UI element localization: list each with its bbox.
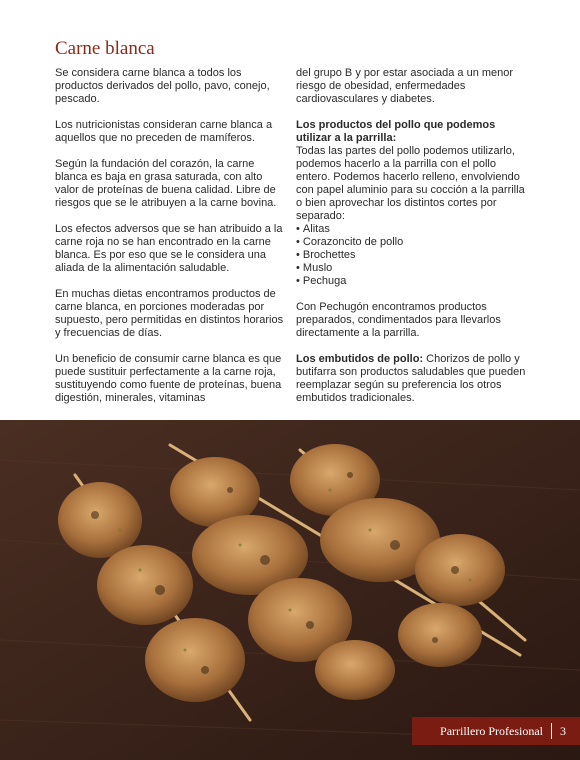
page-number: 3 bbox=[560, 723, 566, 738]
section-heading bbox=[296, 119, 528, 145]
cuts-list bbox=[296, 223, 528, 288]
paragraph: Todas las partes del pollo podemos utilizarlo, podemos hacerlo a la parrilla con el pollo entero. Podemos hacerlo relleno, envolviendo con papel aluminio para su cocción a la parrilla o bien aprovechar los distintos cortes por separado: bbox=[296, 145, 525, 222]
paragraph: Con Pechugón encontramos productos preparados, condimentados para llevarlos directamente a la parrilla. bbox=[296, 301, 501, 339]
heading-inline: Los embutidos de pollo: bbox=[296, 353, 424, 365]
left-column bbox=[55, 67, 287, 418]
paragraph-text: Chorizos de pollo y butifarra son productos saludables que pueden reemplazar según su preferencia los otros embutidos tradicionales. bbox=[296, 353, 526, 404]
paragraph: Los efectos adversos que se han atribuido a la carne roja no se han encontrado en la carne blanca. Es por eso que se le considera una aliada de la alimentación saludable. bbox=[55, 223, 283, 274]
list-item: • Muslo bbox=[296, 262, 528, 275]
footer-divider bbox=[551, 723, 552, 739]
paragraph: Se considera carne blanca a todos los productos derivados del pollo, pavo, conejo, pescado. bbox=[55, 67, 270, 105]
right-column bbox=[296, 67, 528, 418]
page-footer bbox=[412, 717, 580, 745]
paragraph: Los nutricionistas consideran carne blanca a aquellos que no preceden de mamíferos. bbox=[55, 119, 273, 144]
heading-text: Los productos del pollo que podemos utilizar a la parrilla: bbox=[296, 119, 496, 144]
list-item: • Corazoncito de pollo bbox=[296, 236, 528, 249]
paragraph bbox=[296, 353, 528, 405]
paragraph: En muchas dietas encontramos productos de carne blanca, en porciones moderadas por supuesto, pero permitidas en distintos horarios y frecuencias de días. bbox=[55, 288, 284, 339]
page-title: Carne blanca bbox=[55, 38, 155, 59]
list-item: • Alitas bbox=[296, 223, 528, 236]
list-item: • Brochettes bbox=[296, 249, 528, 262]
paragraph: Según la fundación del corazón, la carne blanca es baja en grasa saturada, con alto valor de proteínas de buena calidad. Libre de riesgos que se le atribuyen a la carne bovina. bbox=[55, 158, 277, 209]
list-item: • Pechuga bbox=[296, 275, 528, 288]
publication-name: Parrillero Profesional bbox=[440, 723, 543, 738]
brochettes-photo bbox=[0, 420, 580, 760]
paragraph: Un beneficio de consumir carne blanca es que puede sustituir perfectamente a la carne roja, sustituyendo como fuente de proteínas, buena digestión, minerales, vitaminas bbox=[55, 353, 282, 404]
paragraph: del grupo B y por estar asociada a un menor riesgo de obesidad, enfermedades cardiovasculares y diabetes. bbox=[296, 67, 514, 105]
